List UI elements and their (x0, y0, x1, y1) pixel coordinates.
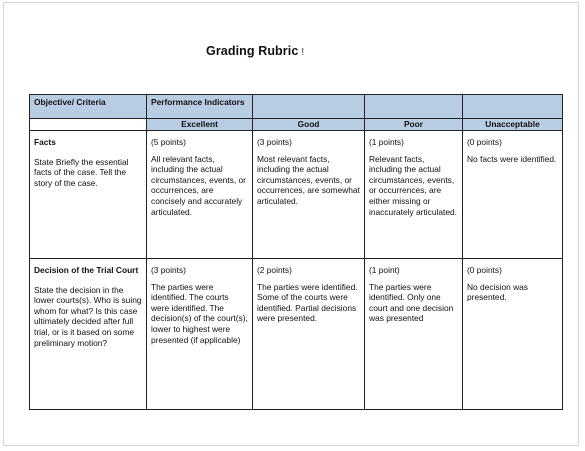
table-row (30, 131, 563, 259)
text-cursor: ! (301, 47, 305, 58)
criterion-cell (30, 131, 147, 259)
rubric-description: All relevant facts, including the actual circumstances, events, or occurrences, are concisely and accurately articulated. (151, 153, 246, 217)
criterion-description: State the decision in the lower courts(s). Who is suing whom for what? Is this case ultimately decided after full trial, or is it based on some preliminary motion? (34, 284, 142, 348)
title-text: Grading Rubric (206, 44, 299, 58)
rubric-cell (147, 259, 253, 410)
level-excellent: Excellent (147, 119, 253, 131)
criterion-cell (30, 259, 147, 410)
header-empty-cell (365, 95, 463, 119)
grading-rubric-table (29, 94, 563, 410)
points-label: (1 point) (369, 265, 400, 275)
table-levels-row (30, 119, 563, 131)
rubric-description: Relevant facts, including the actual circumstances, events, or occurrences, are either missing or inaccurately articulated. (369, 153, 457, 217)
points-label: (3 points) (151, 265, 186, 275)
rubric-description: No decision was presented. (467, 281, 528, 303)
header-empty-cell (463, 95, 563, 119)
rubric-description: The parties were identified. Only one court and one decision was presented (369, 281, 454, 324)
rubric-description: Most relevant facts, including the actual circumstances, events, or occurrences, are somewhat articulated. (257, 153, 360, 206)
criterion-name: Decision of the Trial Court (34, 265, 139, 275)
rubric-cell (253, 131, 365, 259)
header-empty-cell (253, 95, 365, 119)
rubric-cell (365, 259, 463, 410)
criterion-name: Facts (34, 137, 56, 147)
rubric-cell (463, 259, 563, 410)
points-label: (0 points) (467, 265, 502, 275)
points-label: (3 points) (257, 137, 292, 147)
rubric-description: The parties were identified. Some of the courts were identified. Partial decisions were presented. (257, 281, 358, 324)
level-unacceptable: Unacceptable (463, 119, 563, 131)
rubric-cell (365, 131, 463, 259)
level-poor: Poor (365, 119, 463, 131)
header-performance-indicators: Performance Indicators (147, 95, 253, 119)
criterion-description: State Briefly the essential facts of the case. Tell the story of the case. (34, 156, 129, 188)
rubric-cell (253, 259, 365, 410)
rubric-description: The parties were identified. The courts were identified. The decision(s) of the court(s), lower to highest were presented (if applicable) (151, 281, 248, 345)
document-page (3, 2, 579, 446)
points-label: (1 points) (369, 137, 404, 147)
level-good: Good (253, 119, 365, 131)
rubric-description: No facts were identified. (467, 153, 557, 164)
rubric-cell (463, 131, 563, 259)
header-objective-criteria: Objective/ Criteria (30, 95, 147, 119)
points-label: (2 points) (257, 265, 292, 275)
rubric-cell (147, 131, 253, 259)
table-row (30, 259, 563, 410)
points-label: (5 points) (151, 137, 186, 147)
table-header-row (30, 95, 563, 119)
page-title (206, 44, 304, 58)
levels-empty-cell (30, 119, 147, 131)
points-label: (0 points) (467, 137, 502, 147)
